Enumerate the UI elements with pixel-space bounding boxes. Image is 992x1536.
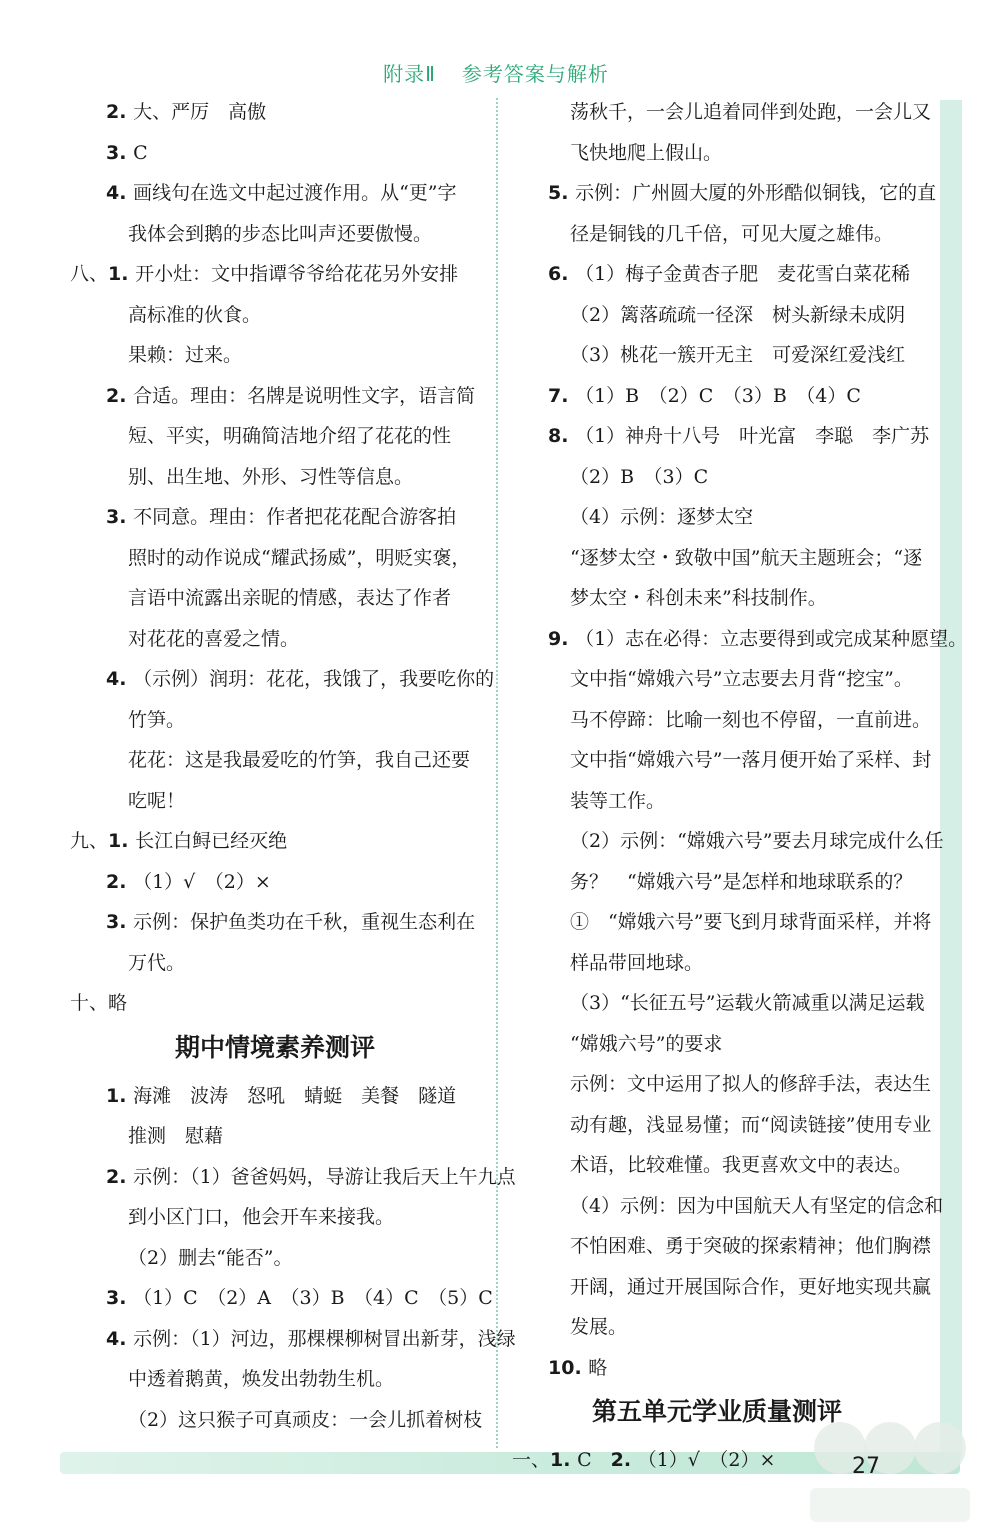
answer-line [512, 1107, 980, 1143]
page-header [0, 58, 992, 87]
answer-line [70, 540, 538, 576]
answer-line [512, 418, 958, 454]
answer-line [70, 1280, 516, 1316]
answer-text: （示例）润玥：花花，我饿了，我要吃你的 [133, 668, 495, 690]
answer-line [512, 378, 958, 414]
answer-line [70, 864, 516, 900]
answer-text: 对花花的喜爱之情。 [128, 627, 300, 650]
answer-text: 示例：广州圆大厦的外形酷似铜钱，它的直 [575, 182, 937, 204]
answer-text: 荡秋千，一会儿追着同伴到处跑，一会儿又 [570, 101, 932, 123]
answer-line [70, 945, 538, 981]
answer-text: 术语，比较难懂。我更喜欢文中的表达。 [570, 1154, 913, 1176]
answer-text: 不怕困难、勇于突破的探索精神；他们胸襟 [570, 1235, 932, 1257]
question-number: 5. [548, 182, 576, 204]
answer-line [70, 985, 480, 1021]
answer-line [512, 823, 980, 859]
answer-line [70, 621, 538, 657]
answer-text: “嫦娥六号”的要求 [570, 1032, 723, 1055]
answer-text: 高标准的伙食。 [128, 303, 262, 326]
answer-text: 大、严厉 高傲 [133, 101, 267, 123]
answer-line [512, 499, 980, 535]
question-number: 1. [106, 1084, 134, 1107]
answer-text: 开阔，通过开展国际合作，更好地实现共赢 [570, 1275, 932, 1298]
answer-line [70, 1118, 538, 1154]
answer-text: 飞快地爬上假山。 [570, 141, 723, 164]
header-appendix: 附录Ⅱ [383, 62, 436, 86]
answer-line [70, 1240, 538, 1276]
answer-text: 梦太空・科创未来”科技制作。 [570, 587, 827, 609]
answer-text: 吃呢！ [128, 789, 186, 812]
answer-text: 示例：文中运用了拟人的修辞手法，表达生 [570, 1073, 932, 1095]
section-numeral: 九、 [70, 830, 109, 852]
answer-line [70, 256, 480, 292]
answer-text: （1）√ （2）× [133, 870, 271, 893]
answer-text: 示例：（1）河边，那棵棵柳树冒出新芽，浅绿 [133, 1327, 516, 1350]
answer-line [70, 1321, 516, 1357]
answer-line [70, 661, 516, 697]
answer-line [512, 1188, 980, 1224]
question-number: 1. [108, 263, 136, 285]
answer-text: 发展。 [570, 1316, 628, 1338]
answer-text: （2）B （3）C [570, 465, 709, 488]
answer-text: （1）C （2）A （3）B （4）C （5）C [133, 1287, 493, 1309]
question-number: 2. [106, 384, 134, 407]
answer-line [70, 378, 516, 414]
answer-line [70, 1402, 538, 1438]
answer-text: 开小灶：文中指谭爷爷给花花另外安排 [135, 263, 459, 285]
answer-line [512, 94, 980, 130]
question-number: 2. [106, 101, 134, 123]
answer-text: 果赖：过来。 [128, 344, 243, 366]
answer-line [70, 1199, 538, 1235]
answer-line [512, 742, 980, 778]
answer-text: “逐梦太空・致敬中国”航天主题班会；“逐 [570, 546, 923, 569]
header-title: 参考答案与解析 [461, 62, 609, 86]
answer-line [70, 742, 538, 778]
answer-text: 装等工作。 [570, 789, 666, 812]
question-number: 8. [548, 425, 576, 447]
question-number: 1. [550, 1449, 578, 1471]
answer-text: 万代。 [128, 951, 186, 974]
section-numeral: 一、 [512, 1449, 551, 1471]
answer-line [70, 823, 480, 859]
answer-text: 务？ “嫦娥六号”是怎样和地球联系的？ [570, 870, 913, 893]
answer-text: （2）篱落疏疏一径深 树头新绿未成阴 [570, 303, 906, 326]
answer-text: （1）梅子金黄杏子肥 麦花雪白菜花稀 [575, 263, 911, 285]
answer-line [512, 945, 980, 981]
answer-text: C [133, 141, 148, 164]
answer-line [512, 297, 980, 333]
answer-line [512, 1026, 980, 1062]
question-number: 4. [106, 182, 134, 204]
answer-line [512, 540, 980, 576]
answer-text: 别、出生地、外形、习性等信息。 [128, 465, 414, 488]
answer-text: C [577, 1449, 611, 1471]
answer-line [512, 1066, 980, 1102]
answer-line [70, 1159, 516, 1195]
answer-line [512, 1269, 980, 1305]
answer-text: 我体会到鹅的步态比叫声还要傲慢。 [128, 222, 433, 245]
answer-line [512, 580, 980, 616]
answer-line [512, 337, 980, 373]
answer-line [70, 459, 538, 495]
question-number: 9. [548, 627, 576, 650]
question-number: 3. [106, 141, 134, 164]
answer-text: （4）示例：因为中国航天人有坚定的信念和 [570, 1194, 944, 1217]
question-number: 3. [106, 1287, 134, 1309]
question-number: 4. [106, 1327, 134, 1350]
page-number: 27 [852, 1454, 880, 1479]
answer-text: 短、平实，明确简洁地介绍了花花的性 [128, 425, 452, 447]
answer-line [512, 1350, 958, 1386]
answer-line [70, 175, 516, 211]
answer-text: 竹笋。 [128, 708, 186, 731]
answer-line [70, 1078, 516, 1114]
answer-text: （4）示例：逐梦太空 [570, 506, 754, 528]
answer-text: 文中指“嫦娥六号”立志要去月背“挖宝”。 [570, 668, 913, 690]
answer-text: 文中指“嫦娥六号”一落月便开始了采样、封 [570, 749, 932, 771]
answer-text: （3）桃花一簇开无主 可爱深红爱浅红 [570, 344, 906, 366]
question-number: 2. [106, 870, 134, 893]
answer-line [512, 216, 980, 252]
section-numeral: 十、 [70, 992, 109, 1014]
answer-text: （1）B （2）C （3）B （4）C [575, 384, 861, 407]
answer-text: （1）√ （2）× [637, 1449, 776, 1471]
answer-text: 推测 慰藉 [128, 1125, 224, 1147]
question-number: 1. [108, 830, 136, 852]
question-number: 6. [548, 263, 576, 285]
question-number: 7. [548, 384, 576, 407]
answer-line [512, 256, 958, 292]
section-title: 第五单元学业质量测评 [591, 1397, 842, 1426]
answer-text: （2）这只猴子可真顽皮：一会儿抓着树枝 [128, 1408, 483, 1431]
answer-text: （1）志在必得：立志要得到或完成某种愿望。 [575, 627, 968, 650]
watermark-logo [800, 1406, 980, 1530]
question-number: 2. [610, 1449, 638, 1471]
answer-line [512, 1147, 980, 1183]
answer-text: 动有趣，浅显易懂；而“阅读链接”使用专业 [570, 1113, 932, 1136]
answer-text: 略 [588, 1356, 608, 1379]
answer-text: 长江白鲟已经灭绝 [135, 830, 288, 852]
answer-line [512, 702, 980, 738]
answer-text: 马不停蹄：比喻一刻也不停留，一直前进。 [570, 708, 932, 731]
answer-text: 中透着鹅黄，焕发出勃勃生机。 [128, 1368, 395, 1390]
answer-text: 花花：这是我最爱吃的竹笋，我自己还要 [128, 749, 471, 771]
answer-text: ① “嫦娥六号”要飞到月球背面采样，并将 [570, 911, 932, 933]
answer-line [512, 1309, 980, 1345]
question-number: 3. [106, 911, 134, 933]
answer-line [512, 985, 980, 1021]
answer-text: 示例：保护鱼类功在千秋，重视生态利在 [133, 911, 476, 933]
answer-line [512, 135, 980, 171]
answer-line [512, 904, 980, 940]
answer-line [70, 297, 538, 333]
answer-text: （2）删去“能否”。 [128, 1246, 293, 1269]
answer-text: 示例：（1）爸爸妈妈，导游让我后天上午九点 [133, 1165, 516, 1188]
answer-text: 略 [108, 992, 128, 1014]
answer-line [70, 580, 538, 616]
question-number: 2. [106, 1165, 134, 1188]
answer-text: 合适。理由：名牌是说明性文字，语言简 [133, 384, 476, 407]
answer-line [512, 175, 958, 211]
answer-line [512, 621, 968, 657]
answer-line [70, 337, 538, 373]
section-numeral: 八、 [70, 263, 109, 285]
answer-line [70, 904, 516, 940]
answer-text: 海滩 波涛 怒吼 蜻蜓 美餐 隧道 [133, 1084, 457, 1107]
answer-line [512, 864, 980, 900]
answer-line [70, 418, 538, 454]
answer-line [70, 499, 516, 535]
question-number: 4. [106, 668, 134, 690]
answer-line [70, 216, 538, 252]
answer-text: 画线句在选文中起过渡作用。从“更”字 [133, 182, 457, 204]
answer-line [70, 135, 516, 171]
answer-line [512, 1228, 980, 1264]
answer-text: （2）示例：“嫦娥六号”要去月球完成什么任 [570, 830, 944, 852]
answer-text: 照时的动作说成“耀武扬威”，明贬实褒， [128, 546, 471, 569]
answer-line [512, 459, 980, 495]
answer-line [70, 702, 538, 738]
question-number: 10. [548, 1356, 589, 1379]
answer-text: 样品带回地球。 [570, 951, 704, 974]
answer-line [512, 783, 980, 819]
answer-text: （3）“长征五号”运载火箭减重以满足运载 [570, 992, 925, 1014]
answer-text: 不同意。理由：作者把花花配合游客拍 [133, 506, 457, 528]
section-title: 期中情境素养测评 [174, 1032, 375, 1062]
question-number: 3. [106, 506, 134, 528]
answer-line [70, 1361, 538, 1397]
answer-text: （1）神舟十八号 叶光富 李聪 李广苏 [575, 425, 930, 447]
answer-text: 径是铜钱的几千倍，可见大厦之雄伟。 [570, 222, 894, 245]
answer-text: 到小区门口，他会开车来接我。 [128, 1206, 395, 1228]
answer-line [70, 783, 538, 819]
answer-line [512, 661, 980, 697]
answer-line [70, 94, 516, 130]
answer-text: 言语中流露出亲昵的情感，表达了作者 [128, 587, 452, 609]
